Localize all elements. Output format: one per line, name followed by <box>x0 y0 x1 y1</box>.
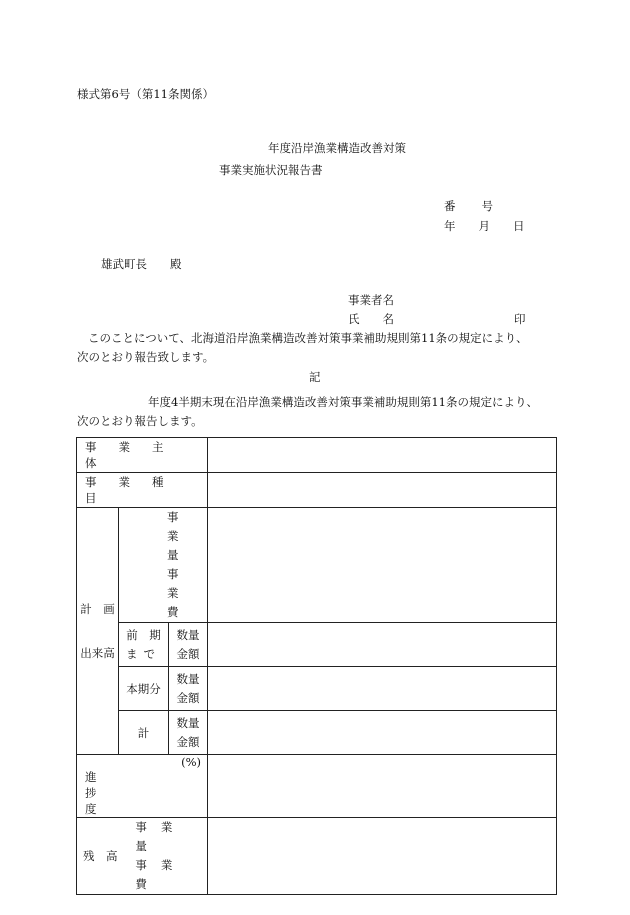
input-plan-base[interactable] <box>208 508 557 623</box>
input-current[interactable] <box>208 667 557 711</box>
input-total[interactable] <box>208 711 557 755</box>
input-progress[interactable] <box>208 755 557 818</box>
label-current: 本期分 <box>119 667 169 711</box>
row-type <box>77 473 557 508</box>
submitter-label: 事業者名 <box>348 293 394 307</box>
row-current <box>77 667 557 711</box>
input-balance[interactable] <box>208 818 557 895</box>
input-type[interactable] <box>208 473 557 508</box>
body-line-2: 次のとおり報告致します。 <box>77 350 215 364</box>
row-prev <box>77 623 557 667</box>
row-subject <box>77 438 557 473</box>
title-line-2: 事業実施状況報告書 <box>219 163 323 177</box>
ki-label: 記 <box>309 370 321 384</box>
label-subject: 事業主体 <box>77 438 208 473</box>
label-type: 事業種目 <box>77 473 208 508</box>
body-line-1: このことについて、北海道沿岸漁業構造改善対策事業補助規則第11条の規定により、 <box>88 331 528 345</box>
plan-label: 計 画 <box>80 602 115 616</box>
report-table <box>76 437 557 895</box>
label-total: 計 <box>119 711 169 755</box>
actual-label: 出来高 <box>80 646 115 660</box>
row-balance <box>77 818 557 895</box>
row-plan-base <box>77 508 557 623</box>
row-progress <box>77 755 557 818</box>
plan-actual-label <box>77 508 119 755</box>
label-balance: 残 高 事業量 事業費 <box>77 818 208 895</box>
form-id: 様式第6号（第11条関係） <box>77 87 214 101</box>
number-label: 番 号 <box>444 199 494 213</box>
label-current-unit: 数量 金額 <box>169 667 208 711</box>
input-subject[interactable] <box>208 438 557 473</box>
label-base-qty-cost: 事業量 事業費 <box>119 508 208 623</box>
seal-label: 印 <box>514 312 526 326</box>
label-prev: 前 期 まで <box>119 623 169 667</box>
title-line-1: 年度沿岸漁業構造改善対策 <box>268 141 406 155</box>
name-label: 氏 名 <box>348 312 394 326</box>
note-line-1: 年度4半期末現在沿岸漁業構造改善対策事業補助規則第11条の規定により、 <box>148 395 538 409</box>
label-prev-unit: 数量 金額 <box>169 623 208 667</box>
note-line-2: 次のとおり報告します。 <box>77 414 203 428</box>
date-label: 年 月 日 <box>444 219 525 233</box>
recipient: 雄武町長 殿 <box>101 257 182 271</box>
row-total <box>77 711 557 755</box>
label-total-unit: 数量 金額 <box>169 711 208 755</box>
label-progress: (%) 進 捗 度 <box>77 755 208 818</box>
input-prev[interactable] <box>208 623 557 667</box>
